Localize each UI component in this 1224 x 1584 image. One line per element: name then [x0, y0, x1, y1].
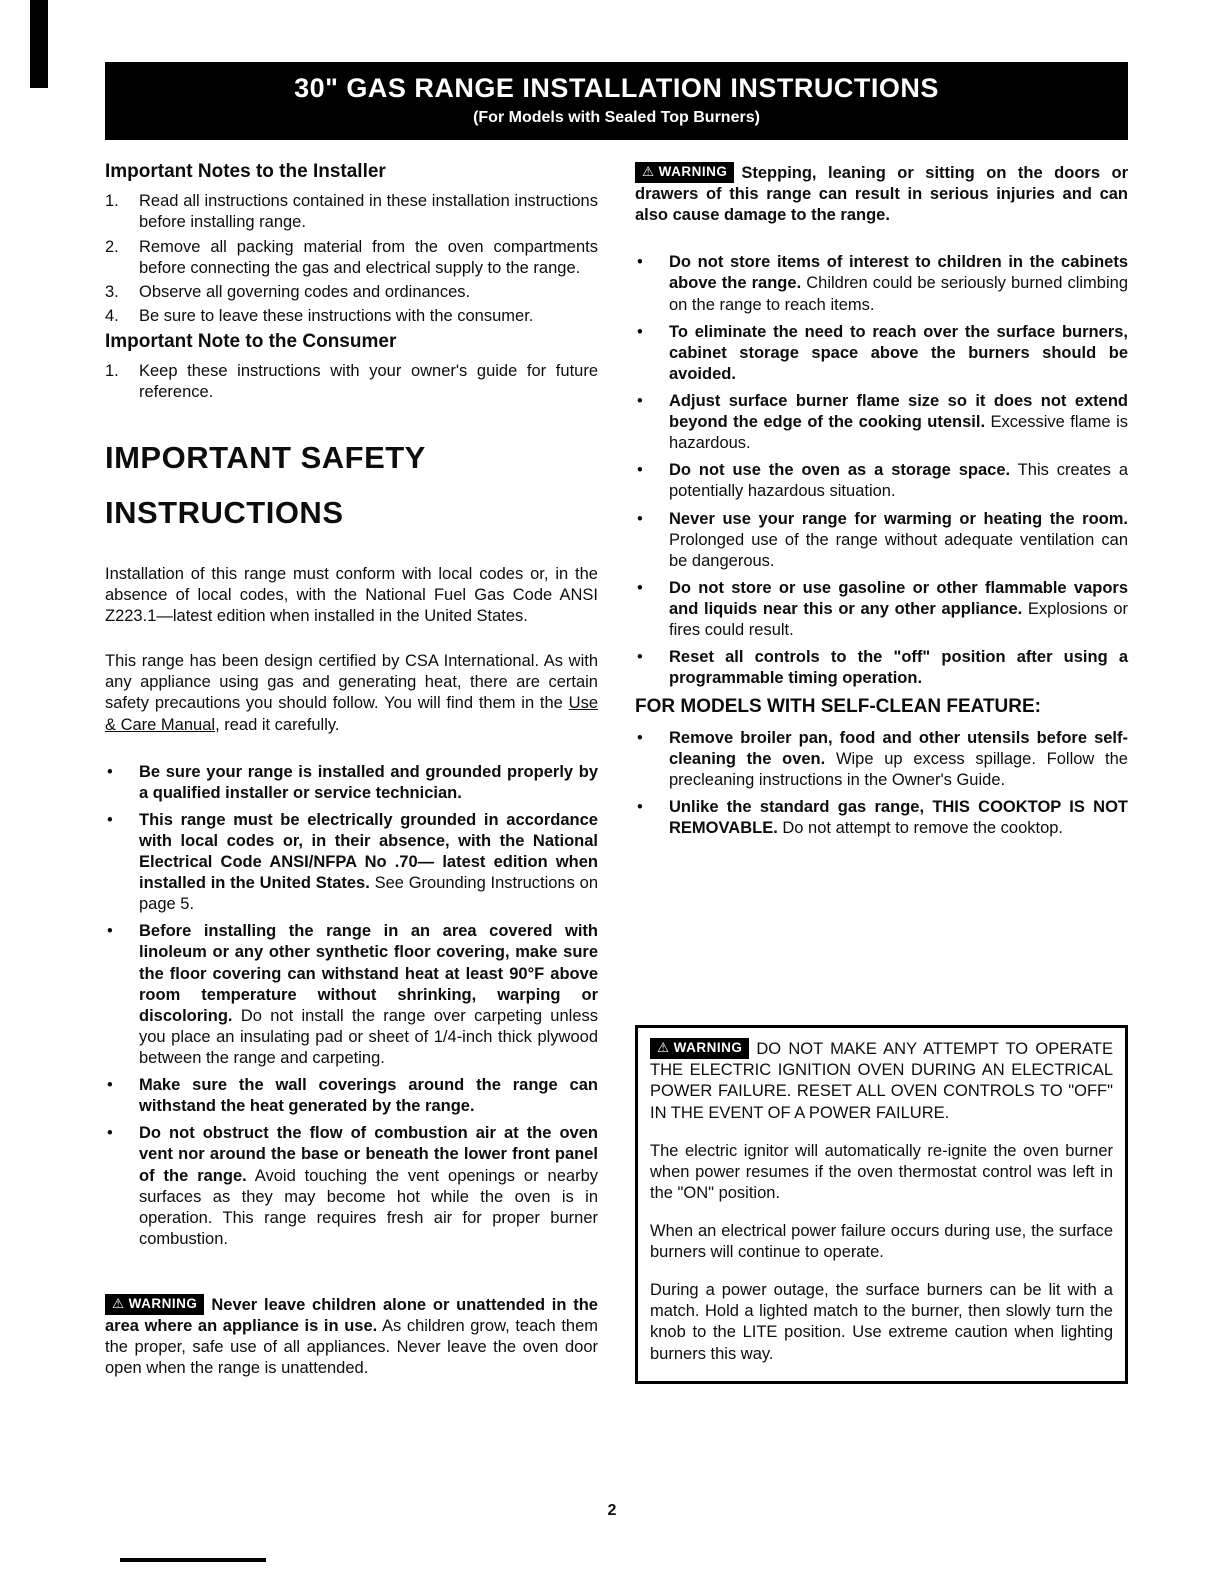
- list-item: [105, 237, 598, 279]
- bullet-icon: •: [637, 648, 643, 667]
- section-heading-selfclean: FOR MODELS WITH SELF-CLEAN FEATURE:: [635, 696, 1042, 718]
- paragraph: Installation of this range must conform with local codes or, in the absence of local codes, with the National Fuel Gas Code ANSI Z223.1—latest edition when installed in the United States.: [105, 564, 598, 626]
- list-item: • Make sure the wall coverings around the range can withstand the heat generated by the range.: [105, 1075, 598, 1117]
- warning-box-paragraph: During a power outage, the surface burners can be lit with a match. Hold a lighted match to the burner, then slowly turn the knob to the LITE position. Use extreme caution when lighting burners this way.: [650, 1281, 1113, 1363]
- scan-artifact-top: [30, 0, 48, 88]
- list-item: • Before installing the range in an area covered with linoleum or any other synthetic floor covering, make sure the floor covering can withstand heat at least 90°F above room temperature without shrinking, warping or discoloring. Do not install the range over carpeting unless you place an insulating pad or sheet of 1/4-inch thick plywood between the range and carpeting.: [105, 921, 598, 1069]
- section-heading-installer: Important Notes to the Installer: [105, 161, 386, 182]
- list-number: 3.: [105, 282, 119, 301]
- bullet-icon: •: [107, 1076, 113, 1095]
- manual-reference: Use & Care Manual: [105, 694, 598, 734]
- list-item: [105, 306, 598, 327]
- list-number: 1.: [105, 362, 119, 381]
- list-text: Be sure to leave these instructions with the consumer.: [139, 306, 534, 325]
- safety-title-line2: INSTRUCTIONS: [105, 494, 344, 530]
- warning-box: [635, 1025, 1128, 1383]
- list-item: • This range must be electrically grounded in accordance with local codes or, in their absence, with the National Electrical Code ANSI/NFPA No .70— latest edition when installed in the United States. See Grounding Instructions on page 5.: [105, 810, 598, 916]
- bullet-icon: •: [107, 762, 113, 781]
- list-item: • Adjust surface burner flame size so it does not extend beyond the edge of the cooking utensil. Excessive flame is hazardous.: [635, 391, 1128, 454]
- warning-icon: ⚠: [657, 1040, 670, 1056]
- bullet-icon: •: [637, 728, 643, 747]
- list-text: Remove all packing material from the oven compartments before connecting the gas and electrical supply to the range.: [139, 237, 598, 277]
- bullet-icon: •: [637, 391, 643, 410]
- warning-badge: ⚠ WARNING: [650, 1038, 749, 1059]
- list-number: 4.: [105, 306, 119, 325]
- bullet-icon: •: [637, 798, 643, 817]
- warning-box-paragraph: The electric ignitor will automatically re-ignite the oven burner when power resumes if the oven thermostat control was left in the "ON" position.: [650, 1141, 1113, 1202]
- list-number: 1.: [105, 192, 119, 211]
- bullet-icon: •: [637, 578, 643, 597]
- page-title: 30" GAS RANGE INSTALLATION INSTRUCTIONS: [294, 73, 939, 103]
- content-columns: [105, 160, 1128, 1384]
- bullet-icon: •: [637, 253, 643, 272]
- list-text: Keep these instructions with your owner's guide for future reference.: [139, 362, 598, 402]
- warning-box-lead: ⚠ WARNING DO NOT MAKE ANY ATTEMPT TO OPERATE THE ELECTRIC IGNITION OVEN DURING AN ELECTRICAL POWER FAILURE. RESET ALL OVEN CONTROLS TO "OFF" IN THE EVENT OF A POWER FAILURE.: [650, 1040, 1113, 1122]
- section-heading-consumer: Important Note to the Consumer: [105, 330, 397, 352]
- list-item: • Do not obstruct the flow of combustion air at the oven vent nor around the base or beneath the lower front panel of the range. Avoid touching the vent openings or nearby surfaces as they may become hot while the oven is in operation. This range requires fresh air for proper burner combustion.: [105, 1123, 598, 1250]
- list-text: Observe all governing codes and ordinances.: [139, 282, 471, 301]
- bullet-list: [635, 728, 1128, 840]
- right-column: [635, 160, 1128, 1384]
- list-item: • Do not store items of interest to children in the cabinets above the range. Children could be seriously burned climbing on the range to reach items.: [635, 252, 1128, 315]
- list-item: • Never use your range for warming or heating the room. Prolonged use of the range without adequate ventilation can be dangerous.: [635, 509, 1128, 572]
- list-number: 2.: [105, 237, 119, 256]
- bullet-icon: •: [107, 1124, 113, 1143]
- bullet-icon: •: [107, 922, 113, 941]
- list-item: • Do not store or use gasoline or other flammable vapors and liquids near this or any other appliance. Explosions or fires could result.: [635, 578, 1128, 641]
- bullet-list: [635, 252, 1128, 689]
- bullet-icon: •: [637, 322, 643, 341]
- page-subtitle: (For Models with Sealed Top Burners): [473, 109, 760, 126]
- list-item: • Be sure your range is installed and grounded properly by a qualified installer or service technician.: [105, 762, 598, 804]
- list-item: • Remove broiler pan, food and other utensils before self-cleaning the oven. Wipe up excess spillage. Follow the precleaning instructions in the Owner's Guide.: [635, 728, 1128, 791]
- list-item: • To eliminate the need to reach over the surface burners, cabinet storage space above the burners should be avoided.: [635, 322, 1128, 385]
- safety-title: [105, 430, 598, 540]
- warning-badge: ⚠ WARNING: [635, 162, 734, 183]
- left-column: [105, 160, 598, 1384]
- list-item: • Unlike the standard gas range, THIS COOKTOP IS NOT REMOVABLE. Do not attempt to remove the cooktop.: [635, 797, 1128, 839]
- title-bar: [105, 62, 1128, 140]
- warning-icon: ⚠: [642, 164, 655, 179]
- bullet-icon: •: [107, 810, 113, 829]
- warning-badge: ⚠ WARNING: [105, 1294, 204, 1315]
- bullet-list: [105, 762, 598, 1250]
- warning-paragraph: ⚠ WARNING Stepping, leaning or sitting on the doors or drawers of this range can result in serious injuries and can also cause damage to the range.: [635, 164, 1128, 225]
- list-item: [105, 191, 598, 233]
- list-item: • Reset all controls to the "off" position after using a programmable timing operation.: [635, 647, 1128, 689]
- bullet-icon: •: [637, 461, 643, 480]
- warning-box-paragraph: When an electrical power failure occurs during use, the surface burners will continue to operate.: [650, 1222, 1113, 1262]
- list-item: [105, 361, 598, 403]
- paragraph: This range has been design certified by CSA International. As with any appliance using gas and generating heat, there are certain safety precautions you should follow. You will find them in the Use & Care Manual, read it carefully.: [105, 652, 598, 734]
- list-item: • Do not use the oven as a storage space. This creates a potentially hazardous situation.: [635, 460, 1128, 502]
- warning-icon: ⚠: [112, 1296, 125, 1312]
- list-text: Read all instructions contained in these installation instructions before installing range.: [139, 192, 598, 232]
- bullet-icon: •: [637, 509, 643, 528]
- scan-artifact-bottom: [120, 1558, 266, 1562]
- warning-paragraph: ⚠ WARNING Never leave children alone or unattended in the area where an appliance is in use. As children grow, teach them the proper, safe use of all appliances. Never leave the oven door open when the range is unattended.: [105, 1296, 598, 1378]
- page-number: 2: [607, 1502, 617, 1519]
- list-item: [105, 282, 598, 303]
- safety-title-line1: IMPORTANT SAFETY: [105, 439, 426, 475]
